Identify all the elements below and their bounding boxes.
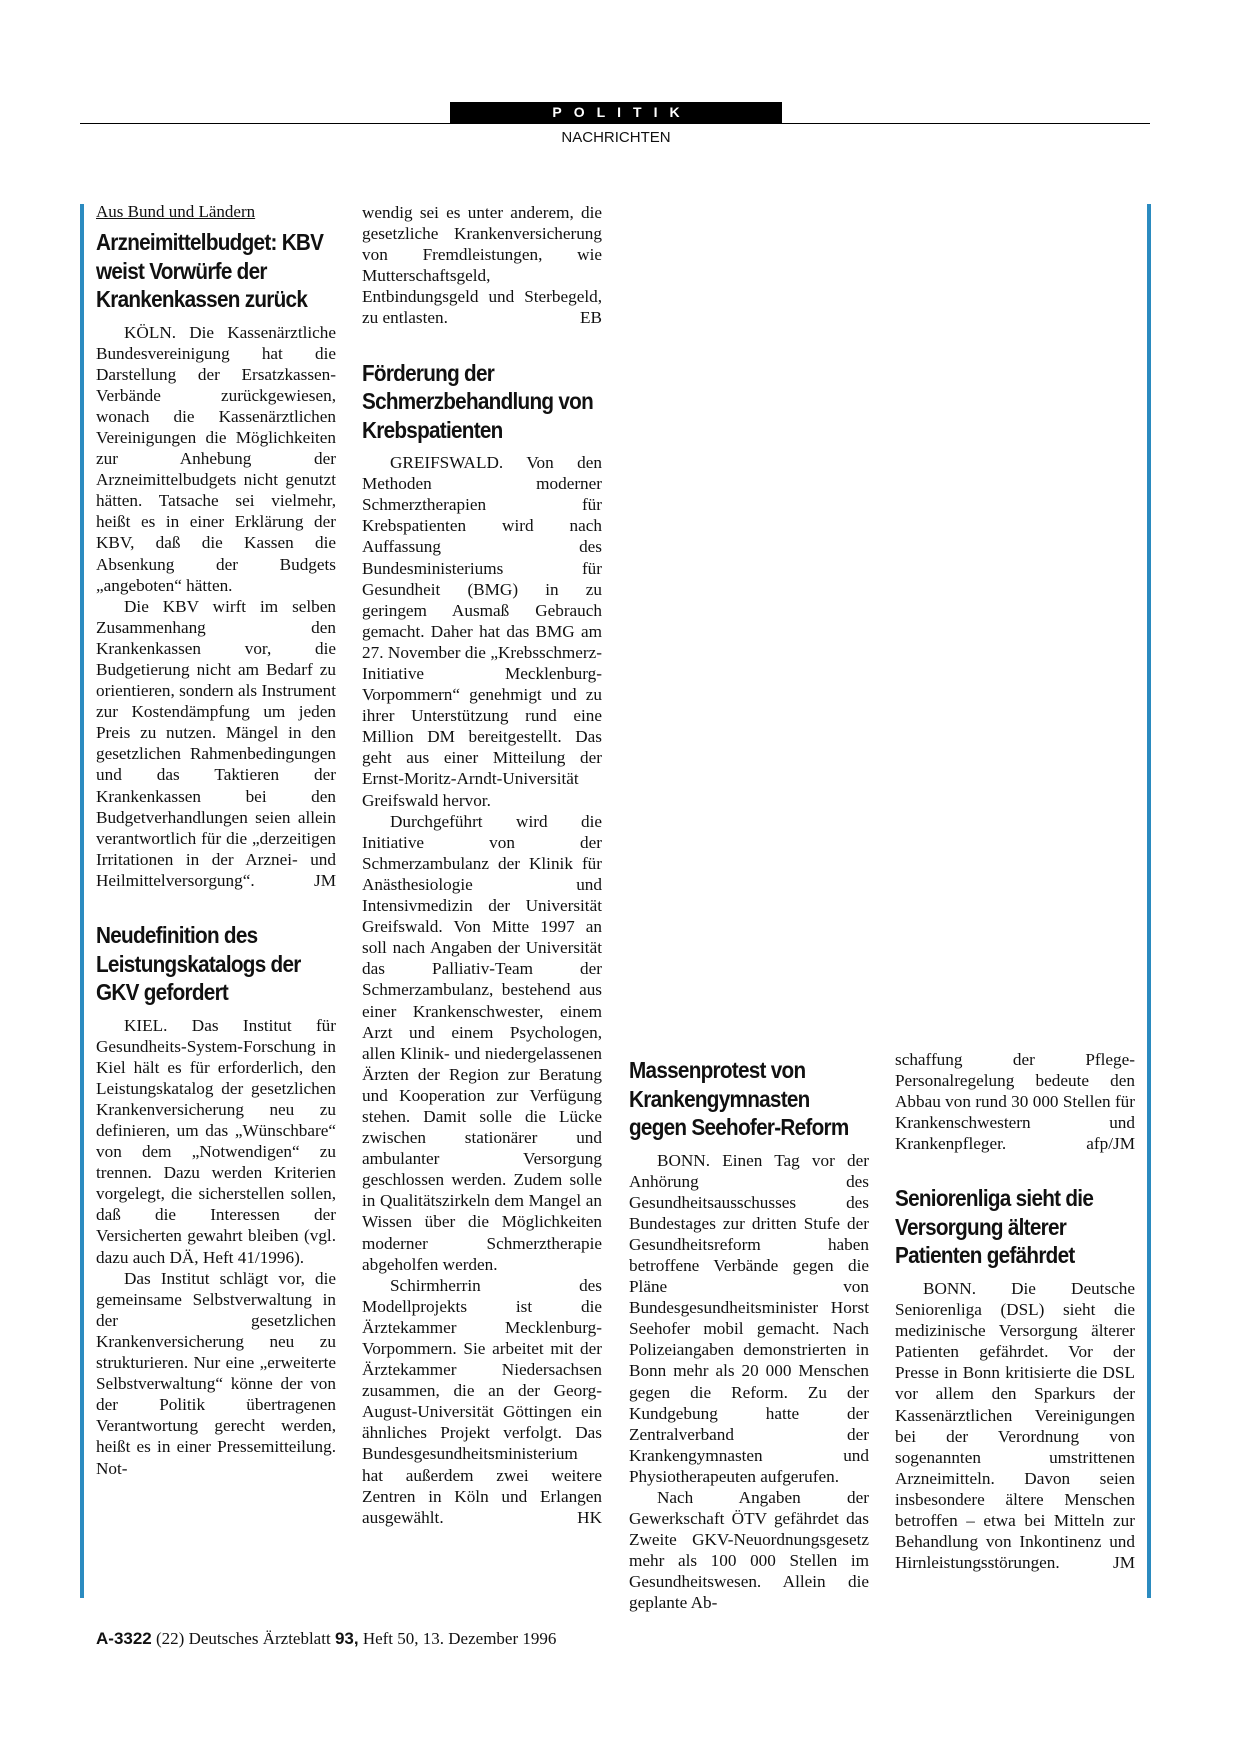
- paragraph: KÖLN. Die Kassenärztliche Bundesvereinigung hat die Darstellung der Ersatzkassen-Verbände zurückgewiesen, wonach die Kassenärztlichen Vereinigungen die Möglichkeiten zur Anhebung der Arzneimittelbudgets nicht genutzt hätten. Tatsache sei vielmehr, heißt es in einer Erklärung der KBV, daß die Kassen die Absenkung der Budgets „angeboten“ hätten.: [96, 322, 336, 595]
- page-number: A-3322: [96, 1629, 152, 1648]
- paragraph: Durchgeführt wird die Initiative von der Schmerzambulanz der Klinik für Anästhesiologie und Intensivmedizin der Universität Greifswald. Von Mitte 1997 an soll nach Angaben der Universität das Palliativ-Team der Schmerzambulanz, bestehend aus einer Krankenschwester, einem Arzt und einem Psychologen, allen Klinik- und niedergelassenen Ärzten der Region zur Beratung und Kooperation zur Verfügung stehen. Damit solle die Lücke zwischen stationärer und ambulanter Versorgung geschlossen werden. Zudem solle in Qualitätszirkeln dem Mangel an Wissen über die Möglichkeiten moderner Schmerztherapie abgeholfen werden.: [362, 811, 602, 1274]
- signature: EB: [580, 308, 602, 328]
- right-accent-rule: [1147, 204, 1151, 1598]
- column-4: [895, 1049, 1135, 1573]
- headline-schmerz: Förderung der Schmerzbehandlung von Krebspatienten: [362, 359, 594, 443]
- signature: HK: [577, 1507, 602, 1527]
- paragraph: Nach Angaben der Gewerkschaft ÖTV gefährdet das Zweite GKV-Neuordnungsgesetz mehr als 100 000 Stellen im Gesundheitswesen. Allein die geplante Ab-: [629, 1488, 869, 1613]
- headline-seniorenliga: Seniorenliga sieht die Versorgung älterer Patienten gefährdet: [895, 1185, 1094, 1269]
- subsection-label: NACHRICHTEN: [561, 129, 671, 146]
- paragraph: GREIFSWALD. Von den Methoden moderner Schmerztherapien für Krebspatienten wird nach Auffassung des Bundesministeriums für Gesundheit (BMG) in zu geringem Ausmaß Gebrauch gemacht. Daher hat das BMG am 27. November die „Krebsschmerz-Initiative Mecklenburg-Vorpommern“ genehmigt und zu ihrer Unterstützung rund eine Million DM bereitgestellt. Das geht aus einer Mitteilung der Ernst-Moritz-Arndt-Universität Greifswald hervor.: [362, 453, 602, 810]
- headline-leistungskatalog: Neudefinition des Leistungskatalogs der GKV gefordert: [96, 922, 301, 1006]
- paragraph: BONN. Einen Tag vor der Anhörung des Gesundheitsausschusses des Bundestages zur dritten Stufe der Gesundheitsreform haben betroffene Verbände gegen die Pläne von Bundesgesundheitsminister Horst Seehofer mobil gemacht. Nach Polizeiangaben demonstrierten in Bonn mehr als 20 000 Menschen gegen die Reform. Zu der Kundgebung hatte der Zentralverband der Krankengymnasten und Physiotherapeuten aufgerufen.: [629, 1150, 869, 1486]
- signature: afp/JM: [1086, 1134, 1135, 1154]
- footer-publication: (22) Deutsches Ärzteblatt: [156, 1629, 331, 1648]
- page-footer: [96, 1628, 556, 1650]
- section-label: POLITIK: [450, 102, 782, 123]
- signature: JM: [314, 870, 336, 890]
- paragraph: wendig sei es unter anderem, die gesetzliche Krankenversicherung von Fremdleistungen, wie Mutterschaftsgeld, Entbindungsgeld und Sterbegeld, zu entlasten. EB: [362, 203, 602, 328]
- paragraph: KIEL. Das Institut für Gesundheits-System-Forschung in Kiel hält es für erforderlich, den Leistungskatalog der gesetzlichen Krankenversicherung neu zu definieren, um das „Wünschbare“ von dem „Notwendigen“ zu trennen. Dazu werden Kriterien vorgelegt, die sicherstellen sollen, daß die Interessen der Versicherten gewahrt bleiben (vgl. dazu auch DÄ, Heft 41/1996).: [96, 1015, 336, 1267]
- paragraph: Schirmherrin des Modellprojekts ist die Ärztekammer Mecklenburg-Vorpommern. Sie arbeitet mit der Ärztekammer Niedersachsen zusammen, die an der Georg-August-Universität Göttingen ein ähnliches Projekt verfolgt. Das Bundesgesundheitsministerium hat außerdem zwei weitere Zentren in Köln und Erlangen ausgewählt. HK: [362, 1275, 602, 1527]
- column-2: [362, 202, 602, 1528]
- headline-arzneimittel: Arzneimittelbudget: KBV weist Vorwürfe der Krankenkassen zurück: [96, 229, 324, 312]
- header-rule: [80, 123, 1150, 124]
- footer-issue: Heft 50, 13. Dezember 1996: [362, 1629, 557, 1648]
- headline-massenprotest: Massenprotest von Krankengymnasten gegen Seehofer-Reform: [629, 1057, 849, 1140]
- left-accent-rule: [80, 204, 84, 1598]
- paragraph: BONN. Die Deutsche Seniorenliga (DSL) sieht die medizinische Versorgung älterer Patienten gefährdet. Vor der Presse in Bonn kritisierte die DSL vor allem den Sparkurs der Kassenärztlichen Vereinigungen bei der Verordnung von sogenannten umstrittenen Arzneimitteln. Davon seien insbesondere ältere Menschen betroffen – etwa bei Mitteln zur Behandlung von Inkontinenz und Hirnleistungsstörungen. JM: [895, 1278, 1135, 1573]
- column-3: [629, 1056, 869, 1614]
- rubric-kicker: Aus Bund und Ländern: [96, 202, 256, 221]
- paragraph: Die KBV wirft im selben Zusammenhang den Krankenkassen vor, die Budgetierung nicht am Bedarf zu orientieren, sondern als Instrument zur Kostendämpfung um jeden Preis zu nutzen. Mängel in den gesetzlichen Rahmenbedingungen und das Taktieren der Krankenkassen bei den Budgetverhandlungen seien allein verantwortlich für die „derzeitigen Irritationen in der Arznei- und Heilmittelversorgung“. JM: [96, 596, 336, 890]
- footer-volume: 93,: [334, 1629, 359, 1648]
- paragraph: schaffung der Pflege-Personalregelung bedeute den Abbau von rund 30 000 Stellen für Krankenschwestern und Krankenpfleger. afp/JM: [895, 1050, 1135, 1154]
- signature: JM: [1113, 1553, 1135, 1573]
- column-1: [96, 202, 336, 1479]
- paragraph: Das Institut schlägt vor, die gemeinsame Selbstverwaltung in der gesetzlichen Krankenversicherung neu zu strukturieren. Nur eine „erweiterte Selbstverwaltung“ könne der von der Politik übertragenen Verantwortung gerecht werden, heißt es in einer Pressemitteilung. Not-: [96, 1268, 336, 1478]
